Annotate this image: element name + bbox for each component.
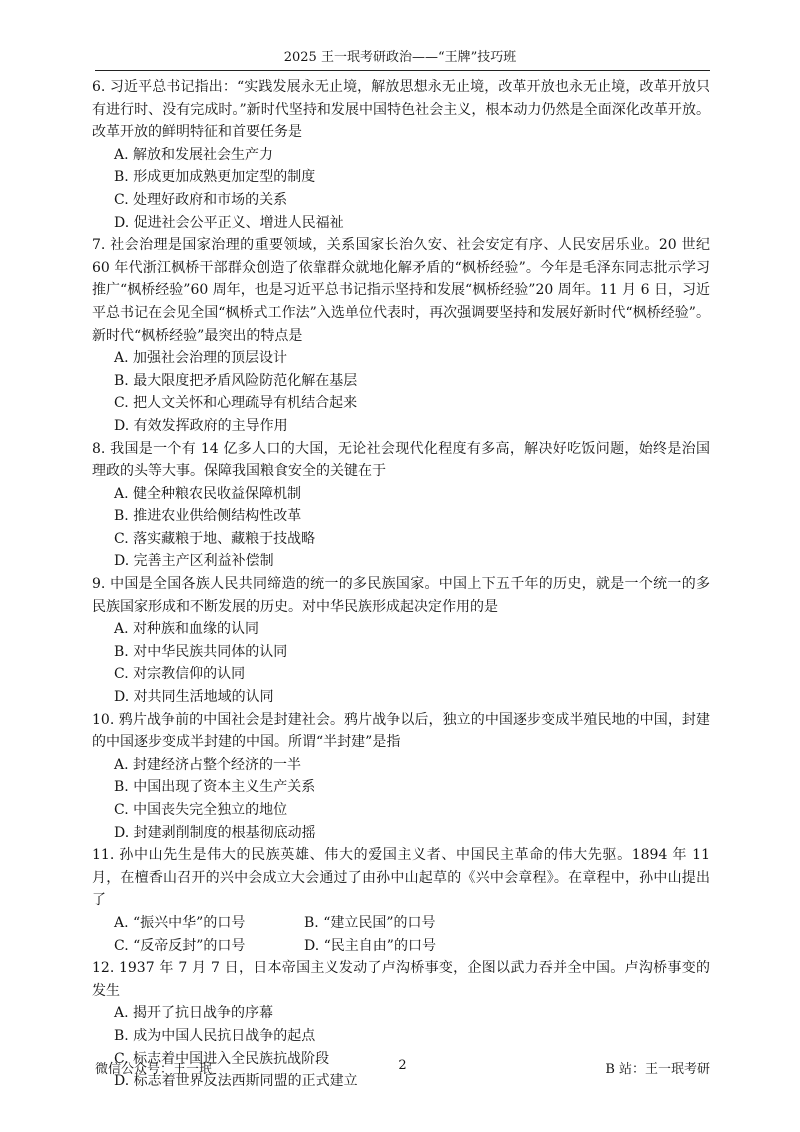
option-c: C. 对宗教信仰的认同	[114, 666, 246, 683]
option-c: C. 中国丧失完全独立的地位	[114, 802, 288, 818]
option-c: C. 处理好政府和市场的关系	[114, 191, 288, 208]
footer-bilibili: B 站：王一珉考研	[605, 1062, 710, 1077]
option-row	[92, 912, 710, 935]
footer-wechat: 微信公众号：王一珉	[95, 1062, 213, 1077]
question-stem: 10. 鸦片战争前的中国社会是封建社会。鸦片战争以后，独立的中国逐步变成半殖民地的中国，封建的中国逐步变成半封建的中国。所谓“半封建”是指	[92, 711, 710, 751]
question-7	[92, 234, 710, 437]
option-a: A. 健全种粮农民收益保障机制	[114, 485, 302, 502]
option-a: A. 对种族和血缘的认同	[114, 621, 260, 638]
question-stem: 7. 社会治理是国家治理的重要领域，关系国家长治久安、社会安定有序、人民安居乐业。20 世纪 60 年代浙江枫桥干部群众创造了依靠群众就地化解矛盾的“枫桥经验”。今年是毛泽东同志批示学习推广“枫桥经验”60 周年，也是习近平总书记指示坚持和发展“枫桥经验”20 周年。11 月 6 日，习近平总书记在会见全国“枫桥式工作法”入选单位代表时，再次强调要坚持和发展好新时代“枫桥经验”。新时代“枫桥经验”最突出的特点是	[92, 237, 710, 344]
option-row	[92, 935, 710, 958]
option-b: B. 形成更加成熟更加定型的制度	[114, 169, 316, 186]
option-d: D. 完善主产区利益补偿制	[114, 553, 274, 570]
option-b: B. “建立民国”的口号	[304, 914, 436, 931]
question-stem: 8. 我国是一个有 14 亿多人口的大国，无论社会现代化程度有多高，解决好吃饭问题，始终是治国理政的头等大事。保障我国粮食安全的关键在于	[92, 440, 710, 480]
question-stem: 11. 孙中山先生是伟大的民族英雄、伟大的爱国主义者、中国民主革命的伟大先驱。1894 年 11 月，在檀香山召开的兴中会成立大会通过了由孙中山起草的《兴中会章程》。在章程中，孙中山提出了	[92, 847, 710, 909]
page-header: 2025 王一珉考研政治——“王牌”技巧班	[283, 50, 517, 65]
option-b: B. 对中华民族共同体的认同	[114, 643, 288, 660]
option-c: C. 标志着中国进入全民族抗战阶段	[114, 1050, 330, 1067]
option-c: C. 落实藏粮于地、藏粮于技战略	[114, 530, 316, 547]
option-b: B. 推进农业供给侧结构性改革	[114, 508, 302, 525]
question-stem: 9. 中国是全国各族人民共同缔造的统一的多民族国家。中国上下五千年的历史，就是一个统一的多民族国家形成和不断发展的历史。对中华民族形成起决定作用的是	[92, 576, 710, 615]
option-b: B. 中国出现了资本主义生产关系	[114, 779, 316, 796]
option-a: A. 解放和发展社会生产力	[114, 146, 274, 163]
option-c: C. 把人文关怀和心理疏导有机结合起来	[114, 395, 358, 412]
option-a: A. “振兴中华”的口号	[114, 914, 246, 931]
question-9	[92, 573, 710, 709]
question-stem: 6. 习近平总书记指出：“实践发展永无止境，解放思想永无止境，改革开放也永无止境，改革开放只有进行时、没有完成时。”新时代坚持和发展中国特色社会主义，根本动力仍然是全面深化改革开放。改革开放的鲜明特征和首要任务是	[92, 79, 710, 141]
option-d: D. 促进社会公平正义、增进人民福祉	[114, 214, 344, 231]
page-number: 2	[398, 1058, 407, 1073]
option-d: D. 有效发挥政府的主导作用	[114, 417, 288, 434]
option-c: C. “反帝反封”的口号	[114, 937, 246, 954]
question-8	[92, 438, 710, 574]
question-6	[92, 76, 710, 234]
option-d: D. 对共同生活地域的认同	[114, 689, 274, 706]
page-footer	[95, 1058, 710, 1078]
question-11	[92, 844, 710, 957]
header-divider	[95, 70, 710, 71]
option-a: A. 加强社会治理的顶层设计	[114, 350, 288, 367]
option-d: D. “民主自由”的口号	[304, 937, 436, 954]
option-d: D. 封建剥削制度的根基彻底动摇	[114, 824, 316, 841]
question-10	[92, 709, 710, 845]
option-b: B. 成为中国人民抗日战争的起点	[114, 1027, 316, 1044]
question-list	[92, 76, 710, 1093]
option-b: B. 最大限度把矛盾风险防范化解在基层	[114, 372, 358, 389]
question-stem: 12. 1937 年 7 月 7 日，日本帝国主义发动了卢沟桥事变，企图以武力吞并全中国。卢沟桥事变的发生	[92, 960, 710, 999]
option-a: A. 揭开了抗日战争的序幕	[114, 1005, 274, 1022]
option-a: A. 封建经济占整个经济的一半	[114, 756, 302, 773]
option-d: D. 标志着世界反法西斯同盟的正式建立	[114, 1073, 358, 1090]
